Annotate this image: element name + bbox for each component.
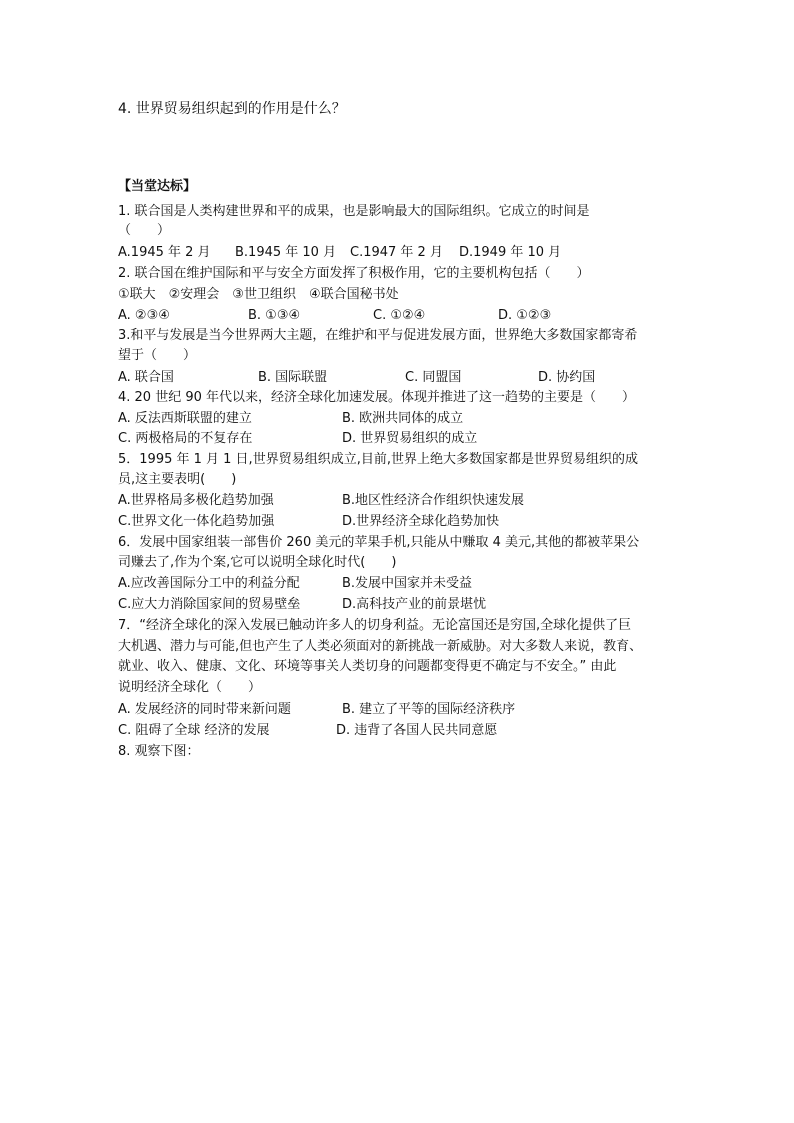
question-7-stem-line-2: 大机遇、潜力与可能,但也产生了人类必须面对的新挑战一新威胁。对大多数人来说，教育、 bbox=[118, 639, 643, 654]
question-6-option-d: D.高科技产业的前景堪忧 bbox=[342, 597, 487, 612]
question-3-options bbox=[118, 369, 678, 387]
question-3-stem-line-1: 3.和平与发展是当今世界两大主题，在维护和平与促进发展方面，世界绝大多数国家都寄希 bbox=[118, 328, 638, 343]
question-3-option-b: B. 国际联盟 bbox=[258, 370, 328, 385]
question-1-stem-line-1: 1. 联合国是人类构建世界和平的成果，也是影响最大的国际组织。它成立的时间是 bbox=[118, 204, 590, 219]
question-5-options-row-1 bbox=[118, 492, 678, 510]
question-2-stem-line-1: 2. 联合国在维护国际和平与安全方面发挥了积极作用，它的主要机构包括（ ） bbox=[118, 266, 590, 281]
previous-question-4: 4. 世界贸易组织起到的作用是什么？ bbox=[118, 101, 346, 117]
question-4-stem-line-1: 4. 20 世纪 90 年代以来，经济全球化加速发展。体现并推进了这一趋势的主要是（ ） bbox=[118, 390, 636, 405]
question-6-option-b: B.发展中国家并未受益 bbox=[342, 576, 473, 591]
question-6-stem-line-2: 司赚去了,作为个案,它可以说明全球化时代( ) bbox=[118, 555, 397, 570]
question-1-stem-line-2: （ ） bbox=[118, 223, 171, 238]
question-3-option-a: A. 联合国 bbox=[118, 370, 174, 385]
question-3-option-d: D. 协约国 bbox=[538, 370, 596, 385]
question-2-options bbox=[118, 307, 678, 325]
question-1-options bbox=[118, 244, 678, 262]
question-5-stem-line-2: 员,这主要表明( ) bbox=[118, 472, 237, 487]
section-title: 【当堂达标】 bbox=[118, 179, 197, 194]
question-4-options-row-2 bbox=[118, 430, 678, 448]
question-6-options-row-2 bbox=[118, 596, 678, 614]
question-7-stem-line-3: 就业、收入、健康、文化、环境等事关人类切身的问题都变得更不确定与不安全。” 由此 bbox=[118, 659, 617, 674]
question-8-stem: 8. 观察下图： bbox=[118, 744, 200, 759]
question-6-stem-line-1: 6．发展中国家组装一部售价 260 美元的苹果手机,只能从中赚取 4 美元,其他的都被苹果公 bbox=[118, 535, 640, 550]
question-1-option-c: C.1947 年 2 月 bbox=[350, 245, 443, 260]
question-2-stem-line-2: ①联大 ②安理会 ③世卫组织 ④联合国秘书处 bbox=[118, 287, 399, 302]
question-2-option-b: B. ①③④ bbox=[248, 308, 301, 323]
question-7-options-row-1 bbox=[118, 701, 678, 719]
question-6-option-a: A.应改善国际分工中的利益分配 bbox=[118, 576, 300, 591]
question-7-stem-line-1: 7．“经济全球化的深入发展已触动许多人的切身利益。无论富国还是穷国,全球化提供了巨 bbox=[118, 618, 632, 633]
question-7-options-row-2 bbox=[118, 722, 678, 740]
question-6-option-c: C.应大力消除国家间的贸易壁垒 bbox=[118, 597, 301, 612]
question-7-stem-line-4: 说明经济全球化（ ） bbox=[118, 680, 262, 695]
question-7-option-c: C. 阻碍了全球 经济的发展 bbox=[118, 723, 270, 738]
question-2-option-a: A. ②③④ bbox=[118, 308, 170, 323]
question-4-option-c: C. 两极格局的不复存在 bbox=[118, 431, 253, 446]
question-5-option-a: A.世界格局多极化趋势加强 bbox=[118, 493, 274, 508]
question-2-option-c: C. ①②④ bbox=[373, 308, 426, 323]
question-7-option-a: A. 发展经济的同时带来新问题 bbox=[118, 702, 291, 717]
question-4-options-row-1 bbox=[118, 410, 678, 428]
question-4-option-b: B. 欧洲共同体的成立 bbox=[342, 411, 464, 426]
question-7-option-b: B. 建立了平等的国际经济秩序 bbox=[342, 702, 516, 717]
question-1-option-b: B.1945 年 10 月 bbox=[235, 245, 337, 260]
question-2-option-d: D. ①②③ bbox=[498, 308, 552, 323]
question-5-options-row-2 bbox=[118, 513, 678, 531]
question-4-option-a: A. 反法西斯联盟的建立 bbox=[118, 411, 252, 426]
question-5-option-c: C.世界文化一体化趋势加强 bbox=[118, 514, 275, 529]
question-5-stem-line-1: 5．1995 年 1 月 1 日,世界贸易组织成立,目前,世界上绝大多数国家都是世界贸易组织的成 bbox=[118, 452, 638, 467]
question-3-stem-line-2: 望于（ ） bbox=[118, 348, 197, 363]
question-7-option-d: D. 违背了各国人民共同意愿 bbox=[336, 723, 498, 738]
question-1-option-d: D.1949 年 10 月 bbox=[459, 245, 562, 260]
question-1-option-a: A.1945 年 2 月 bbox=[118, 245, 211, 260]
question-6-options-row-1 bbox=[118, 575, 678, 593]
question-5-option-b: B.地区性经济合作组织快速发展 bbox=[342, 493, 525, 508]
question-3-option-c: C. 同盟国 bbox=[405, 370, 462, 385]
question-4-option-d: D. 世界贸易组织的成立 bbox=[342, 431, 478, 446]
question-5-option-d: D.世界经济全球化趋势加快 bbox=[342, 514, 500, 529]
